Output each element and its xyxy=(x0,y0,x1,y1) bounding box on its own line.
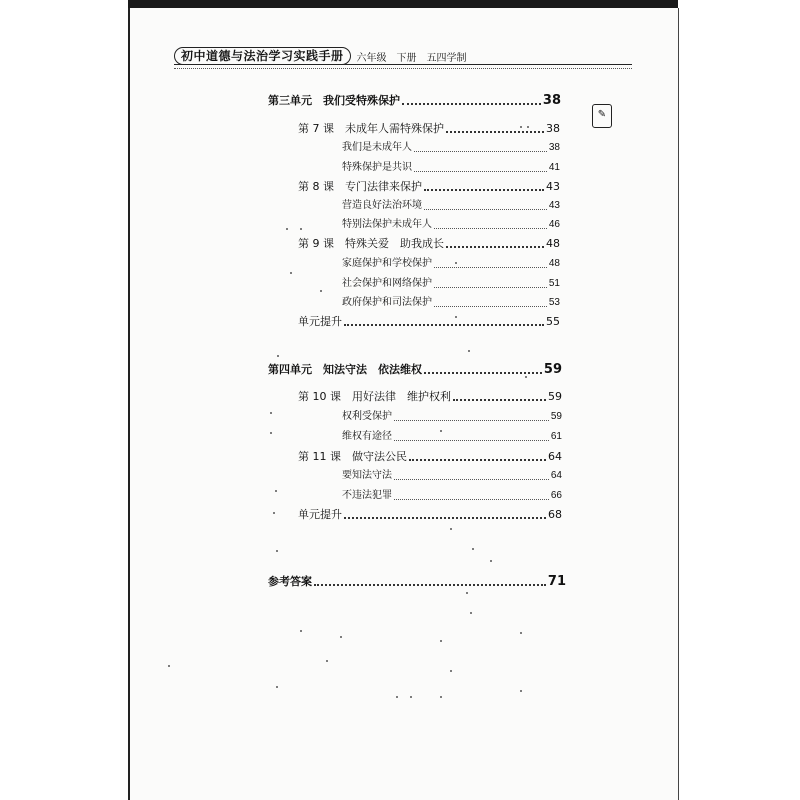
toc-label: 参考答案 xyxy=(268,575,312,588)
toc-page-number: 38 xyxy=(548,142,560,153)
toc-section[interactable] xyxy=(342,295,560,311)
toc-label: 第 9 课 特殊关爱 助我成长 xyxy=(298,237,444,250)
toc-section[interactable] xyxy=(342,198,560,214)
toc-lesson-9[interactable] xyxy=(298,236,560,252)
toc-page-number: 41 xyxy=(548,162,560,173)
header-rule xyxy=(174,64,632,65)
toc-lesson-8[interactable] xyxy=(298,179,560,195)
toc-section[interactable] xyxy=(342,140,560,156)
leader-dots xyxy=(409,459,546,461)
toc-label: 不违法犯罪 xyxy=(342,490,392,501)
leader-dots xyxy=(434,228,547,229)
toc-section[interactable] xyxy=(342,429,562,445)
toc-page-number: 53 xyxy=(548,297,560,308)
toc-label: 政府保护和司法保护 xyxy=(342,297,432,308)
pencil-book-icon: ✎ xyxy=(592,104,612,128)
toc-page-number: 64 xyxy=(548,450,562,463)
toc-unit-4[interactable] xyxy=(268,362,562,378)
toc-page-number: 64 xyxy=(550,470,562,481)
leader-dots xyxy=(414,151,547,152)
toc-page-number: 38 xyxy=(546,122,560,135)
leader-dots xyxy=(424,372,542,374)
toc-page-number: 48 xyxy=(548,258,560,269)
toc-section[interactable] xyxy=(342,488,562,504)
toc-answer-key[interactable] xyxy=(268,574,566,590)
toc-label: 要知法守法 xyxy=(342,470,392,481)
toc-label: 第三单元 我们受特殊保护 xyxy=(268,94,400,107)
toc-page-number: 71 xyxy=(547,574,566,589)
leader-dots xyxy=(453,399,546,401)
leader-dots xyxy=(344,517,546,519)
toc-label: 家庭保护和学校保护 xyxy=(342,258,432,269)
toc-label: 第 7 课 未成年人需特殊保护 xyxy=(298,122,444,135)
leader-dots xyxy=(394,420,549,421)
running-header xyxy=(174,47,467,65)
leader-dots xyxy=(402,103,541,105)
leader-dots xyxy=(434,267,547,268)
toc-page-number: 51 xyxy=(548,278,560,289)
toc-page-number: 38 xyxy=(542,93,561,108)
leader-dots xyxy=(434,306,547,307)
toc-section[interactable] xyxy=(342,256,560,272)
leader-dots xyxy=(424,209,547,210)
header-dotted-rule xyxy=(174,68,632,69)
toc-page-number: 68 xyxy=(548,508,562,521)
toc-page-number: 61 xyxy=(550,431,562,442)
toc-label: 第四单元 知法守法 依法维权 xyxy=(268,363,422,376)
toc-section[interactable] xyxy=(342,409,562,425)
leader-dots xyxy=(414,171,547,172)
toc-label: 营造良好法治环境 xyxy=(342,200,422,211)
leader-dots xyxy=(446,131,544,133)
toc-unit-3[interactable] xyxy=(268,93,561,109)
toc-label: 权利受保护 xyxy=(342,411,392,422)
toc-label: 我们是未成年人 xyxy=(342,142,412,153)
toc-label: 第 10 课 用好法律 维护权利 xyxy=(298,390,451,403)
toc-page-number: 59 xyxy=(550,411,562,422)
toc-section[interactable] xyxy=(342,217,560,233)
toc-page-number: 48 xyxy=(546,237,560,250)
toc-page-number: 55 xyxy=(546,315,560,328)
toc-unit-review-3[interactable] xyxy=(298,314,560,330)
leader-dots xyxy=(446,246,544,248)
toc-unit-review-4[interactable] xyxy=(298,507,562,523)
toc-section[interactable] xyxy=(342,276,560,292)
grade-info: 六年级 下册 五四学制 xyxy=(356,52,467,64)
toc-page-number: 43 xyxy=(546,180,560,193)
toc-page-number: 59 xyxy=(543,362,562,377)
toc-label: 第 11 课 做守法公民 xyxy=(298,450,407,463)
toc-label: 第 8 课 专门法律来保护 xyxy=(298,180,422,193)
leader-dots xyxy=(314,584,546,586)
toc-lesson-10[interactable] xyxy=(298,389,562,405)
toc-section[interactable] xyxy=(342,160,560,176)
leader-dots xyxy=(394,479,549,480)
toc-page-number: 66 xyxy=(550,490,562,501)
toc-label: 单元提升 xyxy=(298,508,342,521)
toc-page-number: 46 xyxy=(548,219,560,230)
book-title: 初中道德与法治学习实践手册 xyxy=(174,47,351,65)
toc-lesson-7[interactable] xyxy=(298,121,560,137)
toc-label: 特殊保护是共识 xyxy=(342,162,412,173)
toc-page-number: 43 xyxy=(548,200,560,211)
leader-dots xyxy=(434,287,547,288)
toc-page-number: 59 xyxy=(548,390,562,403)
toc-section[interactable] xyxy=(342,468,562,484)
toc-label: 单元提升 xyxy=(298,315,342,328)
leader-dots xyxy=(344,324,544,326)
toc-label: 社会保护和网络保护 xyxy=(342,278,432,289)
toc-label: 特别法保护未成年人 xyxy=(342,219,432,230)
toc-label: 维权有途径 xyxy=(342,431,392,442)
leader-dots xyxy=(394,499,549,500)
leader-dots xyxy=(394,440,549,441)
toc-lesson-11[interactable] xyxy=(298,449,562,465)
leader-dots xyxy=(424,189,544,191)
